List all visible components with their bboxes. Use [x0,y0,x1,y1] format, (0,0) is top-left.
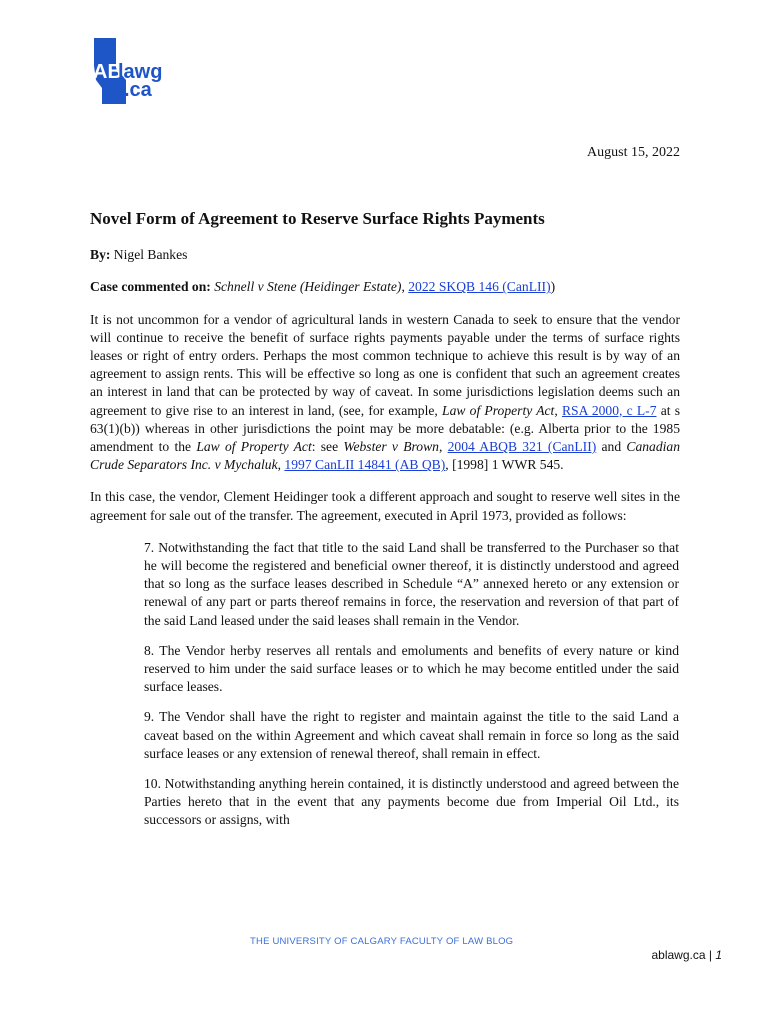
logo-ca-text: .ca [124,79,152,101]
law-of-property-act: Law of Property Act [442,402,555,418]
case-sep: , [401,279,409,295]
law-of-property-act-2: Law of Property Act [196,439,312,455]
rsa-link[interactable]: RSA 2000, c L-7 [561,402,657,418]
para1-text-1: It is not uncommon for a vendor of agricultural lands in western Canada to seek to ensure that the vendor will continue to receive the benefit of surface rights payments payable under the terms of surface rights leases or right of entry orders. Perhaps the most common technique to achieve this result is by way of an agreement to assign rents. This will be effective so long as one is confident that such an agreement creates an interest in land that can be protected by way of caveat. In some jurisdictions legislation deems such an agreement to give rise to an interest in land, (see, for example, [90,311,680,418]
case-citation-link[interactable]: 2022 SKQB 146 (CanLII) [408,279,551,295]
para1-text-4: : see [311,439,344,455]
logo-lawg-text: lawg [118,61,163,83]
case-close: ) [550,279,556,295]
byline-label: By: [90,247,111,263]
ablawg-logo [92,36,192,106]
case-label: Case commented on: [90,279,211,295]
para1-text-8: , [1998] 1 WWR 545. [445,457,564,473]
document-date: August 15, 2022 [587,145,680,160]
article-body [90,210,680,842]
paragraph-1 [90,311,680,475]
article-title: Novel Form of Agreement to Reserve Surface Rights Payments [90,209,545,228]
webster-v-brown: Webster v Brown [343,439,439,455]
canlii-qb-link[interactable]: 1997 CanLII 14841 (AB QB) [284,457,446,473]
abqb-link[interactable]: 2004 ABQB 321 (CanLII) [447,439,597,455]
para1-text-5: , [438,439,448,455]
case-commented [90,278,680,296]
footer-page-number [651,948,722,962]
para1-text-7: , [277,457,285,473]
paragraph-2: In this case, the vendor, Clement Heidinger took a different approach and sought to reserve well sites in the agreement for sale out of the transfer. The agreement, executed in April 1973, provided as follows: [90,489,680,523]
case-name: Schnell v Stene (Heidinger Estate) [214,279,402,295]
quote-clause-9: 9. The Vendor shall have the right to register and maintain against the title to the said Land a caveat based on the within Agreement and which caveat shall remain in force so long as the said surface leases or any extension of renewal thereof, shall remain in effect. [144,709,679,761]
quote-clause-10: 10. Notwithstanding anything herein contained, it is distinctly understood and agreed between the Parties hereto that in the event that any payments become due from Imperial Oil Ltd., its successors or assigns, with [144,776,679,828]
footer-blog-name: THE UNIVERSITY OF CALGARY FACULTY OF LAW BLOG [250,936,514,947]
para1-text-6: and [596,439,627,455]
para1-text-3: at s 63(1)(b)) whereas in other jurisdictions the point may be more debatable: (e.g. Alberta prior to the 1985 amendment to the [90,402,681,455]
logo-ab-text: AB [93,61,122,83]
block-quote [144,539,679,830]
byline-author: Nigel Bankes [113,247,188,263]
quote-clause-7: 7. Notwithstanding the fact that title to the said Land shall be transferred to the Purchaser so that he will become the registered and beneficial owner thereof, it is distinctly understood and agreed that so long as the surface leases described in Schedule “A” annexed hereto or any extension or renewal of any part or parts thereof remains in force, the reservation and reversion of that part of the said Land leased under the said leases shall remain in the Vendor. [144,539,679,628]
para1-text-2: , [554,402,562,418]
crude-separators-case: Canadian Crude Separators Inc. v Mychaluk [90,439,680,473]
byline [90,246,680,264]
footer-site: ablawg.ca | [651,948,716,962]
page-number: 1 [715,948,722,962]
quote-clause-8: 8. The Vendor herby reserves all rentals and emoluments and benefits of every nature or kind reserved to him under the said surface leases or to which he may become entitled under the said surface leases. [144,642,679,695]
